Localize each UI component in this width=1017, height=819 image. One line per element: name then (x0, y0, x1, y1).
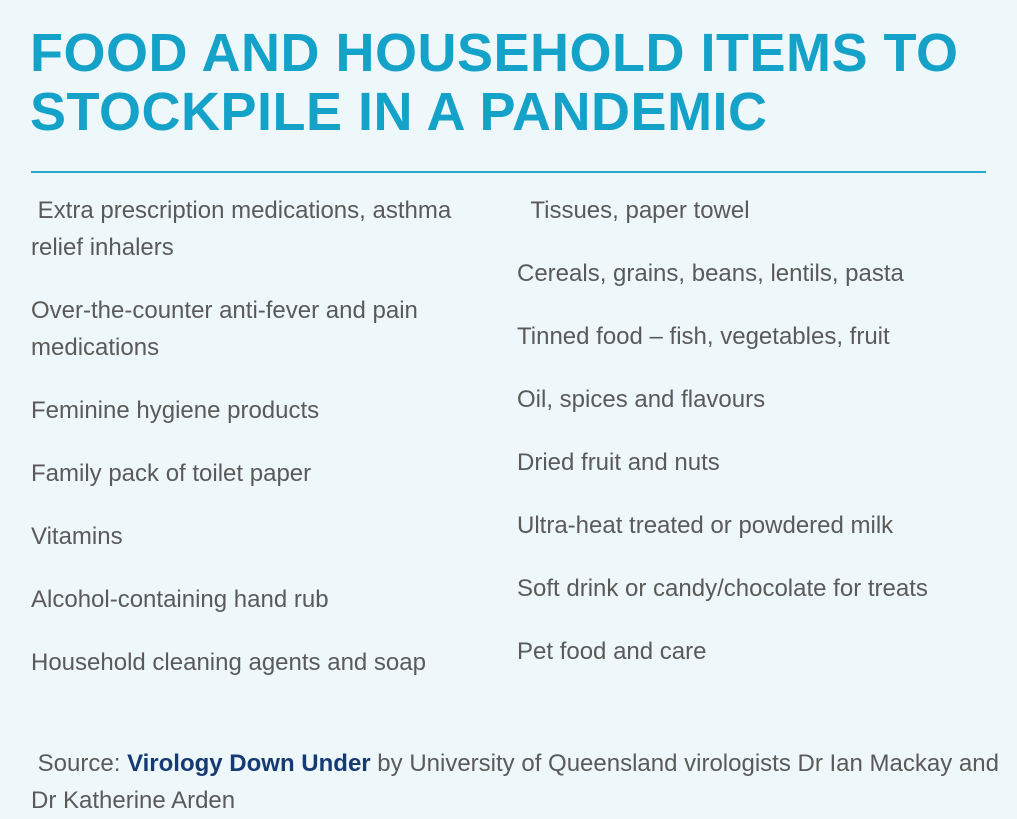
list-item: Oil, spices and flavours (517, 386, 766, 413)
source-credit (31, 745, 1006, 819)
list-item: Feminine hygiene products (31, 397, 320, 424)
list-item: Over-the-counter anti-fever and pain medications (31, 297, 418, 361)
list-item: Ultra-heat treated or powdered milk (517, 512, 894, 539)
list-item: Vitamins (31, 523, 123, 550)
list-item: Dried fruit and nuts (517, 449, 720, 476)
right-item-list (517, 192, 987, 696)
list-item: Tinned food – fish, vegetables, fruit (517, 323, 890, 350)
title-divider (31, 171, 986, 173)
page-title: FOOD AND HOUSEHOLD ITEMS TO STOCKPILE IN A PANDEMIC (30, 23, 959, 142)
source-suffix: by University of Queensland virologists Dr Ian Mackay and Dr Katherine Arden (31, 750, 1006, 814)
list-item: Alcohol-containing hand rub (31, 586, 329, 613)
left-item-list (31, 192, 501, 707)
source-prefix: Source: (31, 750, 128, 777)
list-item: Tissues, paper towel (517, 197, 750, 224)
list-item: Extra prescription medications, asthma relief inhalers (31, 197, 458, 261)
list-item: Soft drink or candy/chocolate for treats (517, 575, 928, 602)
list-item: Cereals, grains, beans, lentils, pasta (517, 260, 904, 287)
list-item: Pet food and care (517, 638, 707, 665)
source-link[interactable]: Virology Down Under (127, 750, 371, 777)
list-item: Family pack of toilet paper (31, 460, 312, 487)
list-item: Household cleaning agents and soap (31, 649, 426, 676)
